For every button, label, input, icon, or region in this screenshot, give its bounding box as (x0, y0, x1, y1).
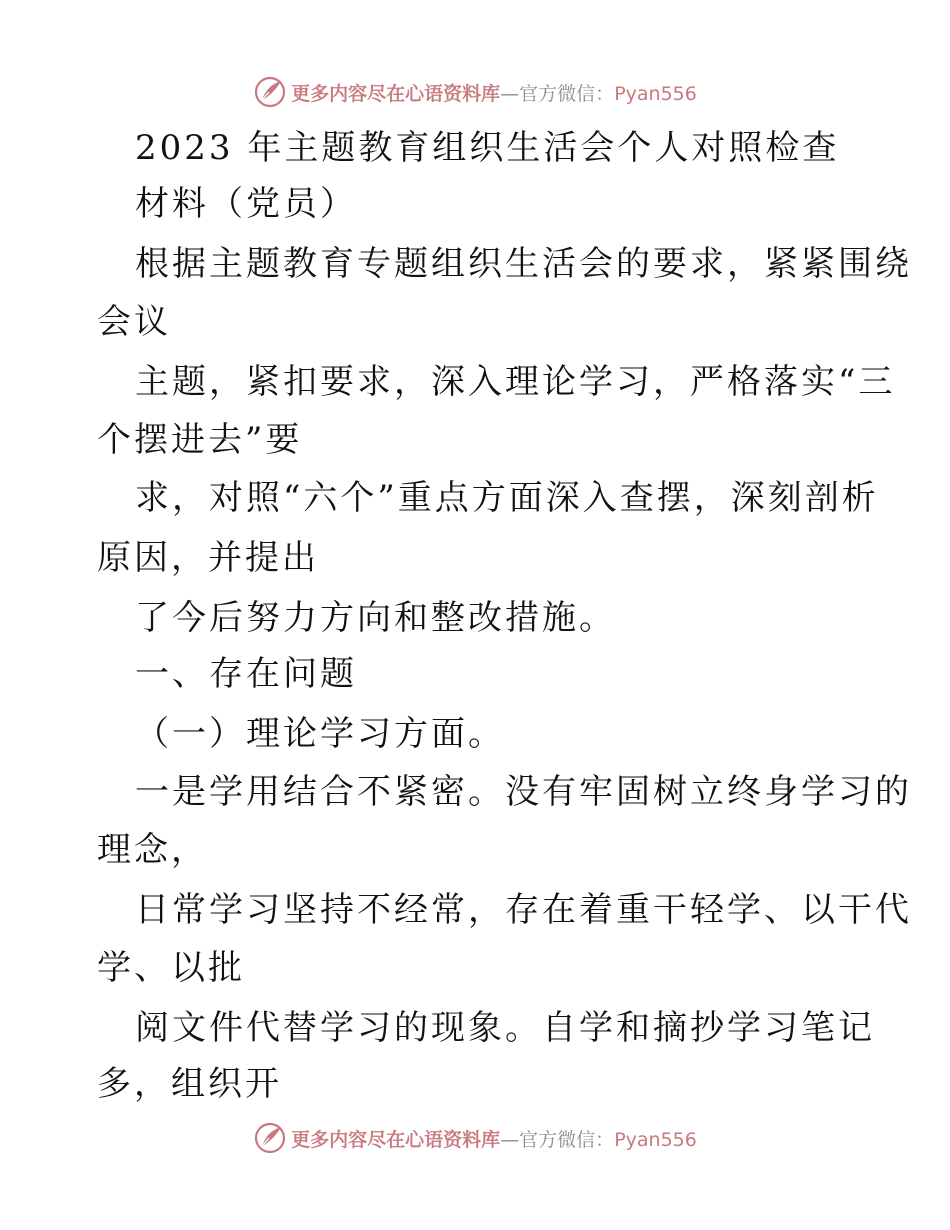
watermark-header (0, 72, 950, 112)
feather-pen-logo-icon (253, 75, 287, 109)
watermark-text (291, 1125, 697, 1152)
watermark-label: —官方微信： (500, 1128, 615, 1151)
watermark-label: —官方微信： (500, 82, 615, 105)
document-title-line-2: 材料（党员） (135, 184, 357, 224)
feather-pen-logo-icon (253, 1121, 287, 1155)
paragraph-line: 理念， (97, 830, 208, 870)
document-title-line-1: 2023 年主题教育组织生活会个人对照检查 (135, 128, 840, 168)
paragraph-line: 根据主题教育专题组织生活会的要求，紧紧围绕 (135, 244, 912, 284)
paragraph-line: 个摆进去”要 (97, 420, 303, 460)
paragraph-line: 会议 (97, 302, 171, 342)
watermark-wechat-id: Pyan556 (614, 1128, 697, 1151)
paragraph-line: 阅文件代替学习的现象。自学和摘抄学习笔记 (135, 1008, 875, 1048)
subsection-heading: （一）理论学习方面。 (135, 714, 505, 754)
paragraph-line: 了今后努力方向和整改措施。 (135, 598, 616, 638)
watermark-text (291, 79, 697, 106)
section-heading: 一、存在问题 (135, 654, 357, 694)
paragraph-line: 日常学习坚持不经常，存在着重干轻学、以干代 (135, 890, 912, 930)
paragraph-line: 主题，紧扣要求，深入理论学习，严格落实“三 (135, 362, 896, 402)
watermark-footer (0, 1118, 950, 1158)
paragraph-line: 原因，并提出 (97, 538, 319, 578)
paragraph-line: 一是学用结合不紧密。没有牢固树立终身学习的 (135, 772, 912, 812)
paragraph-line: 求，对照“六个”重点方面深入查摆，深刻剖析 (135, 478, 879, 518)
watermark-brand: 更多内容尽在心语资料库 (291, 82, 501, 105)
paragraph-line: 多，组织开 (97, 1064, 282, 1104)
paragraph-line: 学、以批 (97, 948, 245, 988)
watermark-brand: 更多内容尽在心语资料库 (291, 1128, 501, 1151)
watermark-wechat-id: Pyan556 (614, 82, 697, 105)
